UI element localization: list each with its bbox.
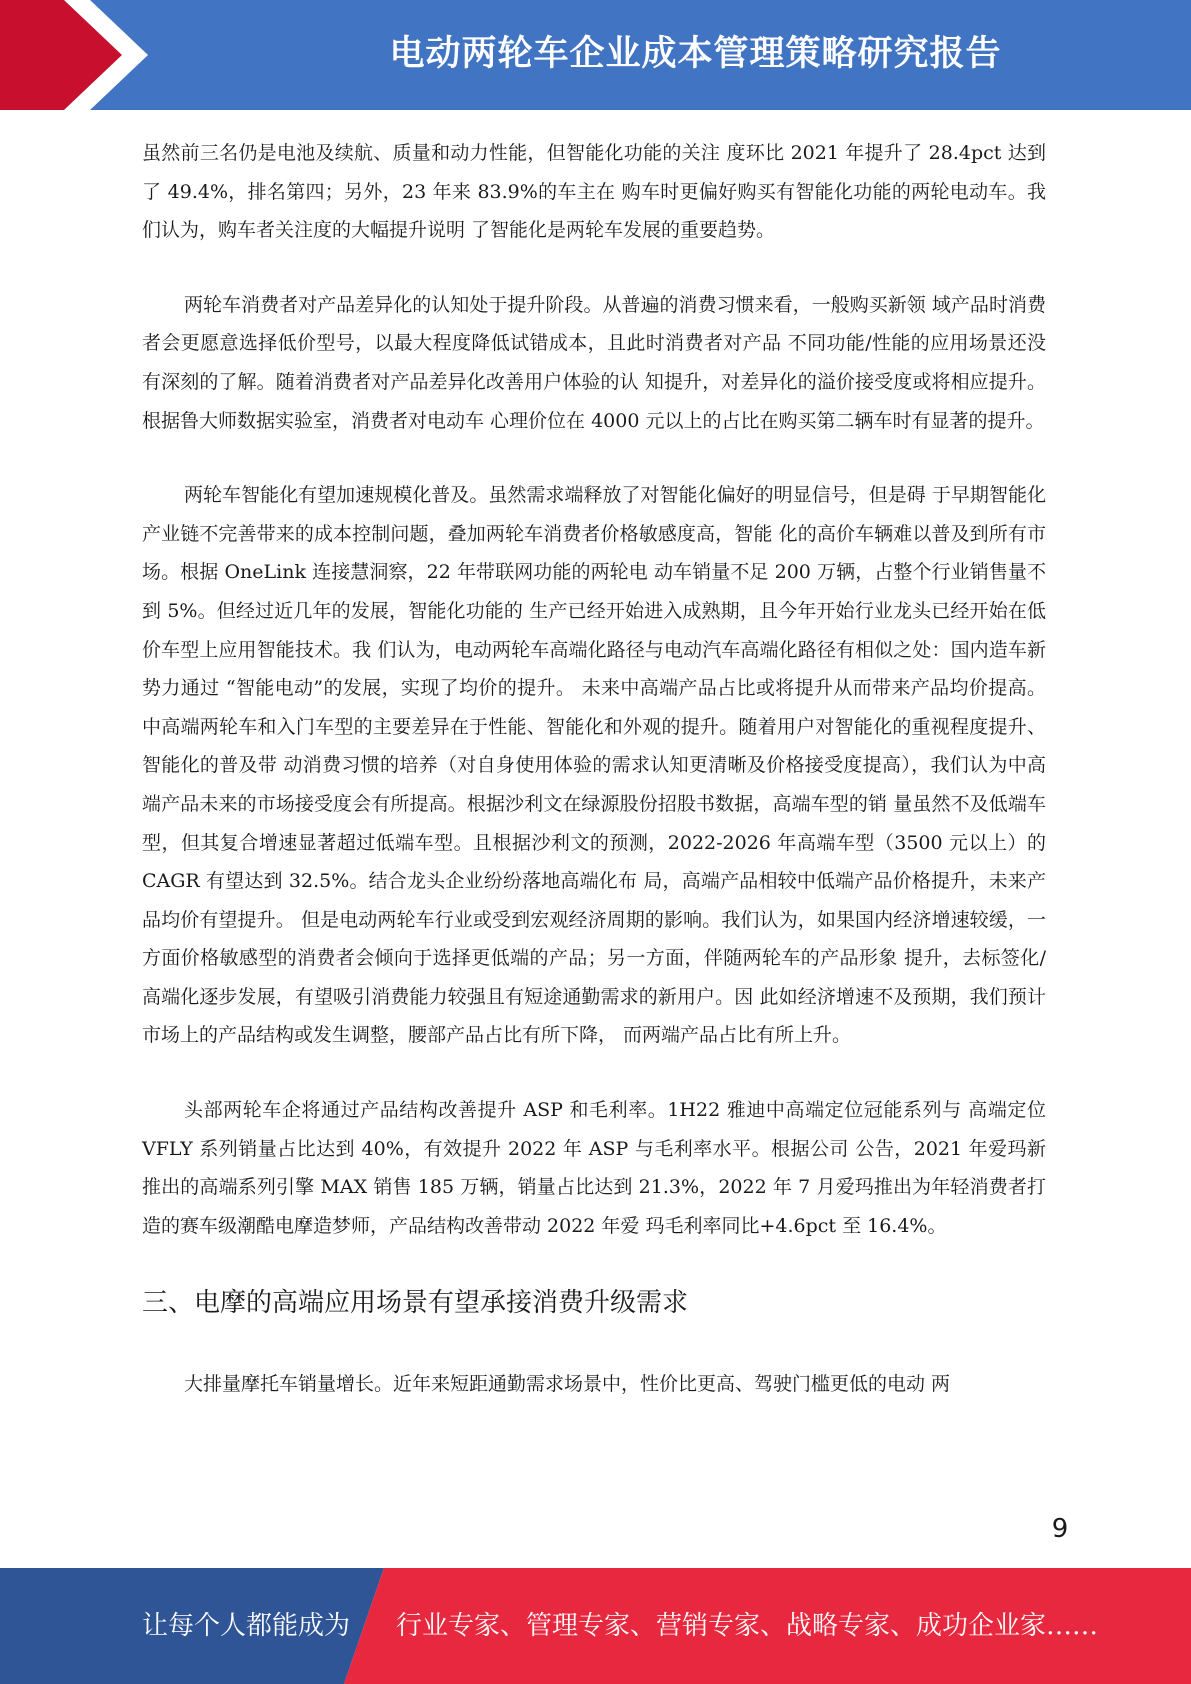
paragraph-3: 两轮车智能化有望加速规模化普及。虽然需求端释放了对智能化偏好的明显信号，但是碍 于早期智能化产业链不完善带来的成本控制问题，叠加两轮车消费者价格敏感度高，智能 化的高价车辆难以普及到所有市场。根据 OneLink 连接慧洞察，22 年带联网功能的两轮电 动车销量不足 200 万辆，占整个行业销售量不到 5%。但经过近几年的发展，智能化功能的 生产已经开始进入成熟期，且今年开始行业龙头已经开始在低价车型上应用智能技术。我 们认为，电动两轮车高端化路径与电动汽车高端化路径有相似之处：国内造车新势力通过 “智能电动”的发展，实现了均价的提升。 未来中高端产品占比或将提升从而带来产品均价提高。中高端两轮车和入门车型的主要差异在于性能、智能化和外观的提升。随着用户对智能化的重视程度提升、智能化的普及带 动消费习惯的培养（对自身使用体验的需求认知更清晰及价格接受度提高），我们认为中高 端产品未来的市场接受度会有所提高。根据沙利文在绿源股份招股书数据，高端车型的销 量虽然不及低端车型，但其复合增速显著超过低端车型。且根据沙利文的预测，2022-2026 年高端车型（3500 元以上）的 CAGR 有望达到 32.5%。结合龙头企业纷纷落地高端化布 局，高端产品相较中低端产品价格提升，未来产品均价有望提升。 但是电动两轮车行业或受到宏观经济周期的影响。我们认为，如果国内经济增速较缓，一 方面价格敏感型的消费者会倾向于选择更低端的产品；另一方面，伴随两轮车的产品形象 提升，去标签化/高端化逐步发展，有望吸引消费能力较强且有短途通勤需求的新用户。因 此如经济增速不及预期，我们预计市场上的产品结构或发生调整，腰部产品占比有所下降， 而两端产品占比有所上升。 xyxy=(142,484,1046,1047)
paragraph-2: 两轮车消费者对产品差异化的认知处于提升阶段。从普遍的消费习惯来看，一般购买新领 域产品时消费者会更愿意选择低价型号，以最大程度降低试错成本，且此时消费者对产品 不同功能/性能的应用场景还没有深刻的了解。随着消费者对产品差异化改善用户体验的认 知提升，对差异化的溢价接受度或将相应提升。根据鲁大师数据实验室，消费者对电动车 心理价位在 4000 元以上的占比在购买第二辆车时有显著的提升。 xyxy=(142,293,1046,432)
header-arrow-graphic xyxy=(0,0,160,110)
main-content xyxy=(142,134,1046,1440)
paragraph-4: 头部两轮车企将通过产品结构改善提升 ASP 和毛利率。1H22 雅迪中高端定位冠能系列与 高端定位 VFLY 系列销量占比达到 40%，有效提升 2022 年 ASP 与毛利率水平。根据公司 公告，2021 年爱玛新推出的高端系列引擎 MAX 销售 185 万辆，销量占比达到 21.3%，2022 年 7 月爱玛推出为年轻消费者打造的赛车级潮酷电摩造梦师，产品结构改善带动 2022 年爱 玛毛利率同比+4.6pct 至 16.4%。 xyxy=(142,1099,1046,1237)
paragraph-1: 虽然前三名仍是电池及续航、质量和动力性能，但智能化功能的关注 度环比 2021 年提升了 28.4pct 达到了 49.4%，排名第四；另外，23 年来 83.9%的车主在 购车时更偏好购买有智能化功能的两轮电动车。我们认为，购车者关注度的大幅提升说明 了智能化是两轮车发展的重要趋势。 xyxy=(142,142,1046,242)
section-heading: 三、电摩的高端应用场景有望承接消费升级需求 xyxy=(142,1288,689,1319)
page-footer xyxy=(0,1568,1191,1684)
document-title: 电动两轮车企业成本管理策略研究报告 xyxy=(389,34,1002,74)
footer-slogan-right: 行业专家、管理专家、营销专家、战略专家、成功企业家…… xyxy=(396,1611,1099,1641)
page-number: 9 xyxy=(1051,1514,1069,1544)
footer-slogan-left: 让每个人都能成为 xyxy=(142,1611,351,1641)
page-header xyxy=(0,0,1191,110)
section-paragraph: 大排量摩托车销量增长。近年来短距通勤需求场景中，性价比更高、驾驶门槛更低的电动 两 xyxy=(184,1373,951,1396)
